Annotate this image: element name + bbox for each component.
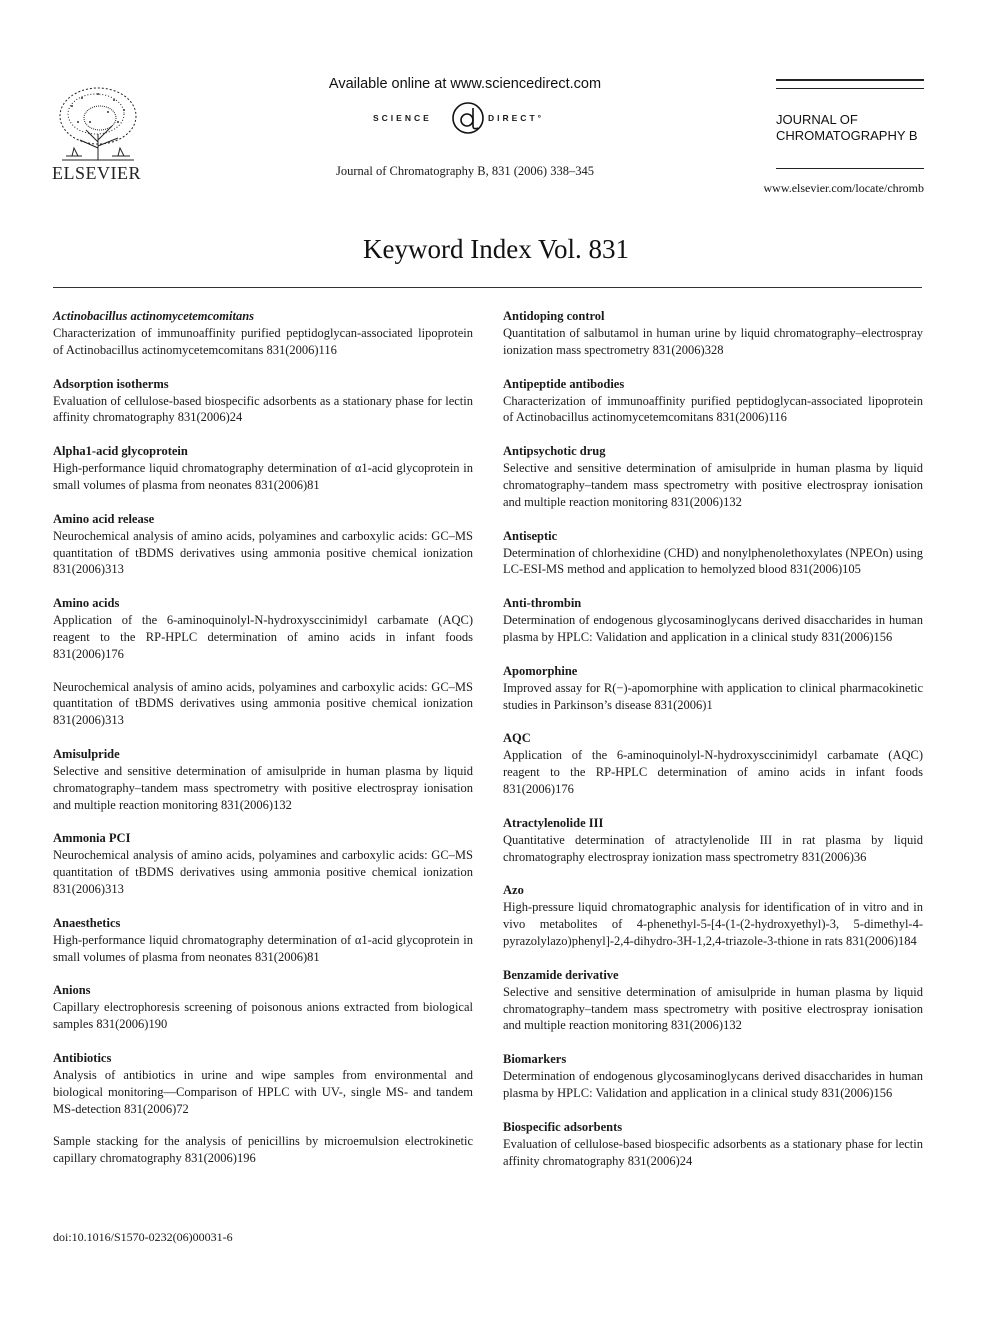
journal-title-line2: CHROMATOGRAPHY B bbox=[776, 128, 918, 143]
index-entry bbox=[503, 730, 923, 797]
keyword-heading: Antibiotics bbox=[53, 1050, 112, 1065]
article-reference: Quantitation of salbutamol in human urine by liquid chromatography–electrospray ionization mass spectrometry 831(2006)328 bbox=[503, 326, 923, 357]
publisher-name: ELSEVIER bbox=[52, 163, 141, 183]
article-reference: Characterization of immunoaffinity purified peptidoglycan-associated lipoprotein of Actinobacillus actinomycetemcomitans 831(2006)116 bbox=[503, 393, 923, 425]
article-reference: Neurochemical analysis of amino acids, polyamines and carboxylic acids: GC–MS quantitation of tBDMS derivatives using ammonia positive chemical ionization 831(2006)313 bbox=[53, 528, 473, 577]
keyword-heading: Apomorphine bbox=[503, 663, 578, 678]
index-entry bbox=[53, 308, 473, 359]
journal-rule-top bbox=[776, 79, 924, 81]
keyword-heading: Biospecific adsorbents bbox=[503, 1119, 623, 1134]
article-reference: Analysis of antibiotics in urine and wipe samples from environmental and biological monitoring—Comparison of HPLC with UV-, single MS- and tandem MS-detection 831(2006)72 bbox=[53, 1067, 473, 1116]
index-entry bbox=[503, 663, 923, 714]
keyword-heading: Amino acid release bbox=[53, 511, 155, 526]
article-reference: Determination of chlorhexidine (CHD) and nonylphenolethoxylates (NPEOn) using LC-ESI-MS method and application to hemolyzed blood 831(2006)105 bbox=[503, 545, 923, 577]
article-reference: Improved assay for R(−)-apomorphine with application to clinical pharmacokinetic studies in Parkinson’s disease 831(2006)1 bbox=[503, 680, 923, 712]
article-reference: Quantitative determination of atractylenolide III in rat plasma by liquid chromatography electrospray ionization mass spectrometry 831(2006)36 bbox=[503, 832, 923, 864]
article-reference: Selective and sensitive determination of amisulpride in human plasma by liquid chromatography–tandem mass spectrometry with positive electrospray ionisation and multiple reaction monitoring 831(2006)132 bbox=[53, 763, 473, 812]
sciencedirect-at-icon bbox=[450, 100, 486, 136]
left-column bbox=[53, 308, 473, 1184]
keyword-heading: Amino acids bbox=[53, 596, 120, 611]
article-reference: Evaluation of cellulose-based biospecific adsorbents as a stationary phase for lectin affinity chromatography 831(2006)24 bbox=[503, 1136, 923, 1168]
index-entry bbox=[53, 443, 473, 494]
article-reference: High-pressure liquid chromatographic analysis for identification of in vitro and in vivo metabolites of 4-phenethyl-5-[4-(1-(2-hydroxyethyl)-3, 5-dimethyl-4-pyrazolylazo)phenyl]-2,4-dihydro-3H-1,2,4-triazole-3-thione in rats 831(2006)184 bbox=[503, 900, 923, 948]
keyword-heading: Benzamide derivative bbox=[503, 967, 619, 982]
article-reference: Application of the 6-aminoquinolyl-N-hydroxysccinimidyl carbamate (AQC) reagent to the RP-HPLC determination of amino acids in infant foods 831(2006)176 bbox=[503, 748, 923, 796]
index-entry bbox=[53, 511, 473, 578]
keyword-heading: Antidoping control bbox=[503, 309, 605, 323]
journal-rule-top-thin bbox=[776, 88, 924, 89]
index-entry bbox=[53, 1050, 473, 1167]
header-center bbox=[300, 76, 630, 179]
journal-url-link[interactable]: www.elsevier.com/locate/chromb bbox=[763, 181, 924, 195]
keyword-heading: Ammonia PCI bbox=[53, 831, 131, 846]
index-entry bbox=[503, 1051, 923, 1102]
index-entry bbox=[53, 595, 473, 729]
keyword-heading: Antiseptic bbox=[503, 528, 558, 543]
article-reference: Characterization of immunoaffinity purified peptidoglycan-associated lipoprotein of Actinobacillus actinomycetemcomitans 831(2006)116 bbox=[53, 326, 473, 357]
right-column bbox=[503, 308, 923, 1186]
keyword-heading: Anti-thrombin bbox=[503, 596, 582, 611]
journal-title-line1: JOURNAL OF bbox=[776, 112, 858, 127]
article-reference: Neurochemical analysis of amino acids, polyamines and carboxylic acids: GC–MS quantitation of tBDMS derivatives using ammonia positive chemical ionization 831(2006)313 bbox=[53, 848, 473, 896]
keyword-heading: Atractylenolide III bbox=[503, 815, 604, 830]
available-online-text: Available online at www.sciencedirect.com bbox=[328, 76, 602, 92]
journal-rule-bottom bbox=[776, 168, 924, 169]
article-reference: Capillary electrophoresis screening of poisonous anions extracted from biological samples 831(2006)190 bbox=[53, 1000, 473, 1032]
article-reference: Determination of endogenous glycosaminoglycans derived disaccharides in human plasma by HPLC: Validation and application in a clinical study 831(2006)156 bbox=[503, 1069, 923, 1100]
index-entry bbox=[503, 376, 923, 427]
doi-footer: doi:10.1016/S1570-0232(06)00031-6 bbox=[53, 1230, 233, 1244]
article-reference: Selective and sensitive determination of amisulpride in human plasma by liquid chromatography–tandem mass spectrometry with positive electrospray ionisation and multiple reaction monitoring 831(2006)132 bbox=[503, 461, 923, 509]
index-entry bbox=[503, 443, 923, 510]
keyword-heading: Antipsychotic drug bbox=[503, 444, 606, 459]
keyword-heading: Anaesthetics bbox=[53, 915, 121, 930]
page-title: Keyword Index Vol. 831 bbox=[363, 234, 629, 264]
article-reference: Application of the 6-aminoquinolyl-N-hydroxysccinimidyl carbamate (AQC) reagent to the RP-HPLC determination of amino acids in infant foods 831(2006)176 bbox=[53, 613, 473, 661]
sd-logo-right-text: DIRECT° bbox=[488, 113, 545, 123]
index-entry bbox=[503, 1119, 923, 1170]
article-reference: Evaluation of cellulose-based biospecific adsorbents as a stationary phase for lectin affinity chromatography 831(2006)24 bbox=[53, 393, 473, 425]
keyword-heading: Alpha1-acid glycoprotein bbox=[53, 444, 188, 459]
index-entry bbox=[53, 376, 473, 427]
index-entry bbox=[503, 882, 923, 949]
keyword-heading: Biomarkers bbox=[503, 1052, 567, 1067]
sd-logo-left-text: SCIENCE bbox=[373, 113, 432, 123]
title-divider bbox=[53, 287, 922, 288]
sciencedirect-logo bbox=[300, 104, 630, 134]
keyword-heading: Anions bbox=[53, 983, 91, 998]
index-entry bbox=[53, 746, 473, 813]
keyword-heading: Azo bbox=[503, 883, 524, 898]
keyword-heading: Adsorption isotherms bbox=[53, 376, 169, 391]
index-entry bbox=[53, 915, 473, 966]
article-reference: Neurochemical analysis of amino acids, polyamines and carboxylic acids: GC–MS quantitation of tBDMS derivatives using ammonia positive chemical ionization 831(2006)313 bbox=[53, 679, 473, 728]
journal-citation: Journal of Chromatography B, 831 (2006) 338–345 bbox=[336, 164, 594, 178]
keyword-heading: AQC bbox=[503, 731, 531, 746]
index-entry bbox=[53, 830, 473, 897]
article-reference: High-performance liquid chromatography determination of α1-acid glycoprotein in small volumes of plasma from neonates 831(2006)81 bbox=[53, 932, 473, 964]
keyword-heading: Actinobacillus actinomycetemcomitans bbox=[53, 309, 255, 323]
index-entry bbox=[503, 595, 923, 646]
keyword-heading: Amisulpride bbox=[53, 746, 120, 761]
index-entry bbox=[503, 967, 923, 1034]
index-entry bbox=[53, 982, 473, 1033]
article-reference: Determination of endogenous glycosaminoglycans derived disaccharides in human plasma by HPLC: Validation and application in a clinical study 831(2006)156 bbox=[503, 613, 923, 644]
keyword-heading: Antipeptide antibodies bbox=[503, 376, 625, 391]
article-reference: High-performance liquid chromatography determination of α1-acid glycoprotein in small volumes of plasma from neonates 831(2006)81 bbox=[53, 461, 473, 492]
article-reference: Sample stacking for the analysis of penicillins by microemulsion electrokinetic capillary chromatography 831(2006)196 bbox=[53, 1134, 473, 1166]
index-entry bbox=[503, 528, 923, 579]
journal-title bbox=[776, 112, 918, 144]
index-entry bbox=[503, 815, 923, 866]
article-reference: Selective and sensitive determination of amisulpride in human plasma by liquid chromatography–tandem mass spectrometry with positive electrospray ionisation and multiple reaction monitoring 831(2006)132 bbox=[503, 984, 923, 1033]
index-entry bbox=[503, 308, 923, 359]
